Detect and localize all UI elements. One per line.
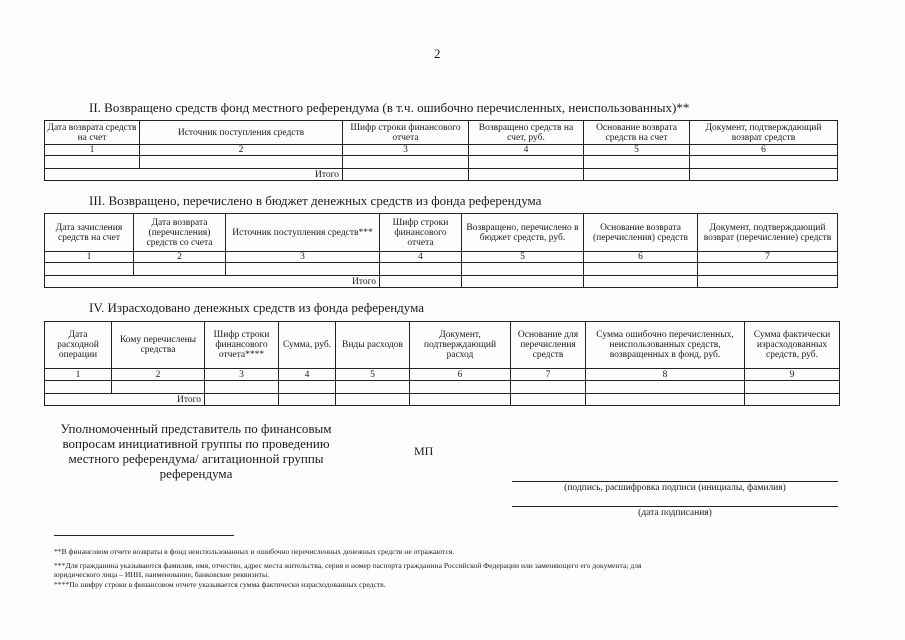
header-cell: Основание для перечисления средств <box>511 322 586 369</box>
column-number: 3 <box>205 369 279 381</box>
total-cell <box>745 394 840 406</box>
total-cell <box>469 169 584 181</box>
empty-cell <box>469 156 584 169</box>
column-number: 1 <box>45 369 112 381</box>
column-number: 1 <box>45 252 134 263</box>
empty-cell <box>45 381 112 394</box>
column-number: 6 <box>410 369 511 381</box>
section-2-title: II. Возвращено средств фонд местного референдума (в т.ч. ошибочно перечисленных, неиспользованных)** <box>89 100 690 115</box>
column-number: 5 <box>462 252 584 263</box>
total-cell <box>511 394 586 406</box>
empty-cell <box>586 381 745 394</box>
header-cell: Возвращено средств на счет, руб. <box>469 121 584 145</box>
column-number: 5 <box>584 145 690 156</box>
empty-cell <box>279 381 336 394</box>
section-4-title: IV. Израсходовано денежных средств из фонда референдума <box>89 300 425 315</box>
representative-line: Уполномоченный представитель по финансовым <box>60 421 332 436</box>
header-cell: Шифр строки финансового отчета <box>343 121 469 145</box>
total-cell <box>584 276 698 288</box>
header-cell: Виды расходов <box>336 322 410 369</box>
date-line <box>512 506 838 507</box>
header-cell: Сумма фактически израсходованных средств, руб. <box>745 322 840 369</box>
page-number: 2 <box>434 46 441 61</box>
column-number: 1 <box>45 145 140 156</box>
total-cell <box>279 394 336 406</box>
header-cell: Дата возврата средств на счет <box>45 121 140 145</box>
column-number: 3 <box>226 252 380 263</box>
empty-cell <box>45 156 140 169</box>
header-cell: Шифр строки финансового отчета**** <box>205 322 279 369</box>
signature-label: (подпись, расшифровка подписи (инициалы, фамилия) <box>564 483 786 493</box>
empty-cell <box>462 263 584 276</box>
total-cell <box>462 276 584 288</box>
section-3-title: III. Возвращено, перечислено в бюджет денежных средств из фонда референдума <box>89 193 542 208</box>
header-cell: Основание возврата средств на счет <box>584 121 690 145</box>
representative-line: референдума <box>159 466 233 481</box>
total-cell <box>584 169 690 181</box>
column-number: 3 <box>343 145 469 156</box>
empty-cell <box>584 263 698 276</box>
column-number: 7 <box>698 252 838 263</box>
column-number: 4 <box>380 252 462 263</box>
signature-line <box>512 481 838 482</box>
total-cell <box>690 169 838 181</box>
column-number: 4 <box>469 145 584 156</box>
footnote-3: ****По шифру строки в финансовом отчете указывается сумма фактически израсходованных средств. <box>54 580 386 589</box>
header-cell: Кому перечислены средства <box>112 322 205 369</box>
empty-cell <box>226 263 380 276</box>
header-cell: Основание возврата (перечисления) средств <box>584 214 698 252</box>
column-number: 7 <box>511 369 586 381</box>
header-cell: Источник поступления средств <box>140 121 343 145</box>
column-number: 2 <box>140 145 343 156</box>
footnote-1: **В финансовом отчете возвраты в фонд неиспользованных и ошибочно перечисленных денежных средств не отражаются. <box>54 547 455 556</box>
total-label: Итого <box>45 276 380 288</box>
representative-line: вопросам инициативной группы по проведению <box>62 436 330 451</box>
total-cell <box>343 169 469 181</box>
empty-cell <box>140 156 343 169</box>
total-label: Итого <box>45 169 343 181</box>
header-cell: Дата зачисления средств на счет <box>45 214 134 252</box>
total-cell <box>380 276 462 288</box>
empty-cell <box>690 156 838 169</box>
section-2-table <box>44 120 838 181</box>
footnote-2: ***Для гражданина указываются фамилия, имя, отчество, адрес места жительства, серия и номер паспорта гражданина Российской Федерации или заменяющего его документа; для <box>54 561 642 570</box>
total-cell <box>698 276 838 288</box>
column-number: 2 <box>112 369 205 381</box>
header-cell: Документ, подтверждающий расход <box>410 322 511 369</box>
representative-line: местного референдума/ агитационной группы <box>68 451 324 466</box>
footnote-2-continued: юридического лица – ИНН, наименование, банковские реквизиты. <box>54 570 269 579</box>
column-number: 2 <box>134 252 226 263</box>
column-number: 4 <box>279 369 336 381</box>
empty-cell <box>410 381 511 394</box>
empty-cell <box>45 263 134 276</box>
empty-cell <box>745 381 840 394</box>
header-cell: Дата расходной операции <box>45 322 112 369</box>
header-cell: Возвращено, перечислено в бюджет средств, руб. <box>462 214 584 252</box>
empty-cell <box>134 263 226 276</box>
empty-cell <box>112 381 205 394</box>
column-number: 9 <box>745 369 840 381</box>
column-number: 6 <box>584 252 698 263</box>
empty-cell <box>336 381 410 394</box>
header-cell: Сумма, руб. <box>279 322 336 369</box>
header-cell: Документ, подтверждающий возврат средств <box>690 121 838 145</box>
column-number: 5 <box>336 369 410 381</box>
date-label: (дата подписания) <box>638 508 712 518</box>
section-3-table <box>44 213 838 288</box>
total-cell <box>336 394 410 406</box>
total-label: Итого <box>45 394 205 406</box>
empty-cell <box>380 263 462 276</box>
column-number: 8 <box>586 369 745 381</box>
empty-cell <box>343 156 469 169</box>
stamp-placeholder: МП <box>414 444 434 458</box>
total-cell <box>586 394 745 406</box>
column-number: 6 <box>690 145 838 156</box>
empty-cell <box>511 381 586 394</box>
header-cell: Дата возврата (перечисления) средств со счета <box>134 214 226 252</box>
footnote-separator <box>54 535 234 536</box>
header-cell: Шифр строки финансового отчета <box>380 214 462 252</box>
total-cell <box>410 394 511 406</box>
empty-cell <box>698 263 838 276</box>
header-cell: Источник поступления средств*** <box>226 214 380 252</box>
representative-title <box>46 421 346 481</box>
header-cell: Сумма ошибочно перечисленных, неиспользованных средств, возвращенных в фонд, руб. <box>586 322 745 369</box>
total-cell <box>205 394 279 406</box>
header-cell: Документ, подтверждающий возврат (перечисление) средств <box>698 214 838 252</box>
empty-cell <box>584 156 690 169</box>
empty-cell <box>205 381 279 394</box>
section-4-table <box>44 321 840 406</box>
